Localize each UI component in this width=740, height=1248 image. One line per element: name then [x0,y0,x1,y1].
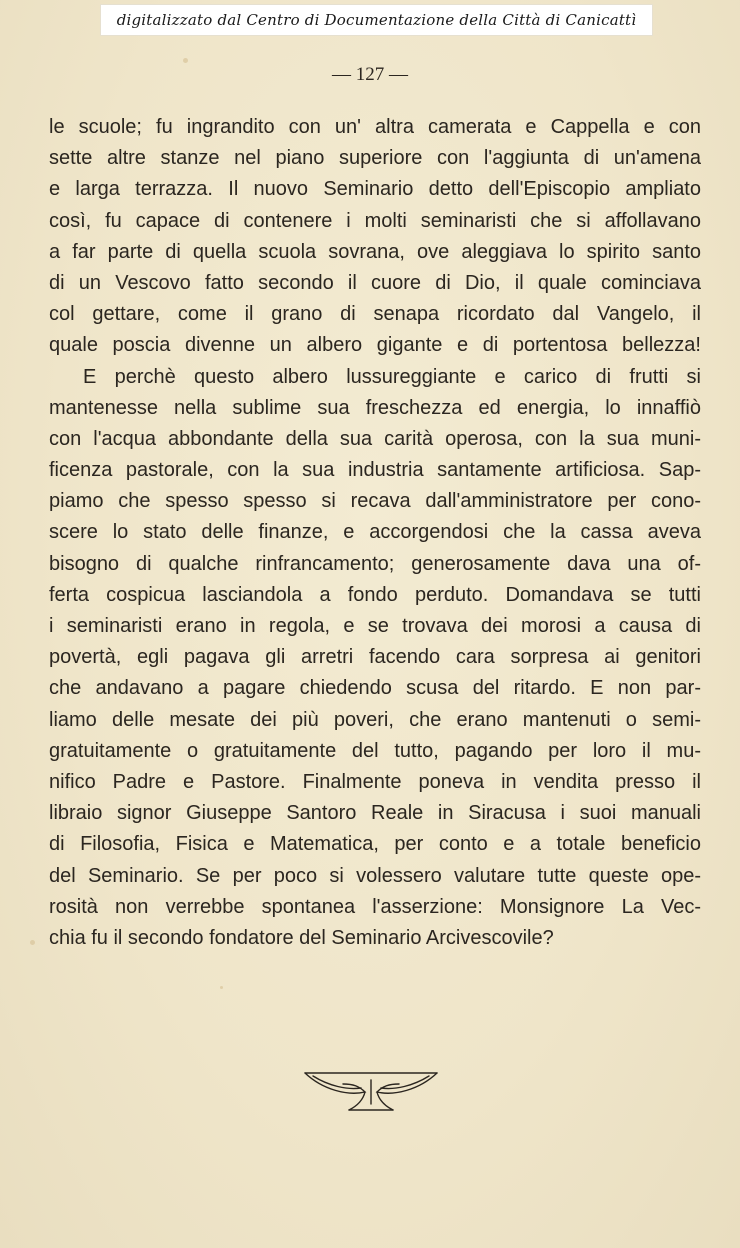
text-line: di un Vescovo fatto secondo il cuore di Dio, il quale cominciava [49,271,701,294]
text-line: che andavano a pagare chiedendo scusa del ritardo. E non par- [49,677,701,700]
text-line: ficenza pastorale, con la sua industria santamente artificiosa. Sap- [49,459,701,482]
text-line: così, fu capace di contenere i molti seminaristi che si affollavano [49,209,701,232]
text-line: i seminaristi erano in regola, e se trovava dei morosi a causa di [49,615,701,637]
text-line: di Filosofia, Fisica e Matematica, per conto e a totale beneficio [49,833,701,856]
text-line: del Seminario. Se per poco si volessero valutare tutte queste ope- [49,864,701,887]
text-line: bisogno di qualche rinfrancamento; generosamente dava una of- [49,552,701,575]
text-line: rosità non verrebbe spontanea l'asserzione: Monsignore La Vec- [49,895,701,918]
text-line: mantenesse nella sublime sua freschezza ed energia, lo innaffiò [49,396,701,419]
text-line: col gettare, come il grano di senapa ricordato dal Vangelo, il [49,303,701,326]
text-line: libraio signor Giuseppe Santoro Reale in Siracusa i suoi manuali [49,802,701,825]
text-line: piamo che spesso spesso si recava dall'amministratore per cono- [49,490,701,513]
text-line: liamo delle mesate dei più poveri, che erano mantenuti o semi- [49,708,701,731]
text-line: povertà, egli pagava gli arretri facendo cara sorpresa ai genitori [49,646,701,669]
text-line: con l'acqua abbondante della sua carità operosa, con la sua muni- [49,427,701,450]
body-text [49,112,701,954]
text-line: sette altre stanze nel piano superiore con l'aggiunta di un'amena [49,147,701,170]
text-line: ferta cospicua lasciandola a fondo perduto. Domandava se tutti [49,583,701,606]
digitization-watermark: digitalizzato dal Centro di Documentazione della Città di Canicattì [100,4,653,36]
paper-speck [220,986,223,989]
text-line: scere lo stato delle finanze, e accorgendosi che la cassa aveva [49,521,701,544]
text-line: e larga terrazza. Il nuovo Seminario detto dell'Episcopio ampliato [49,178,701,201]
text-line: quale poscia divenne un albero gigante e di portentosa bellezza! [49,334,701,357]
text-line: le scuole; fu ingrandito con un' altra camerata e Cappella e con [49,116,701,138]
decorative-tailpiece-icon [303,1070,439,1112]
paper-speck [30,940,35,945]
text-line: gratuitamente o gratuitamente del tutto, pagando per loro il mu- [49,739,701,762]
page-number: — 127 — [332,64,408,85]
text-line: E perchè questo albero lussureggiante e carico di frutti si [83,365,701,388]
text-line: chia fu il secondo fondatore del Seminario Arcivescovile? [49,926,554,949]
paper-speck [183,58,188,63]
text-line: nifico Padre e Pastore. Finalmente poneva in vendita presso il [49,770,701,793]
text-line: a far parte di quella scuola sovrana, ove aleggiava lo spirito santo [49,240,701,263]
